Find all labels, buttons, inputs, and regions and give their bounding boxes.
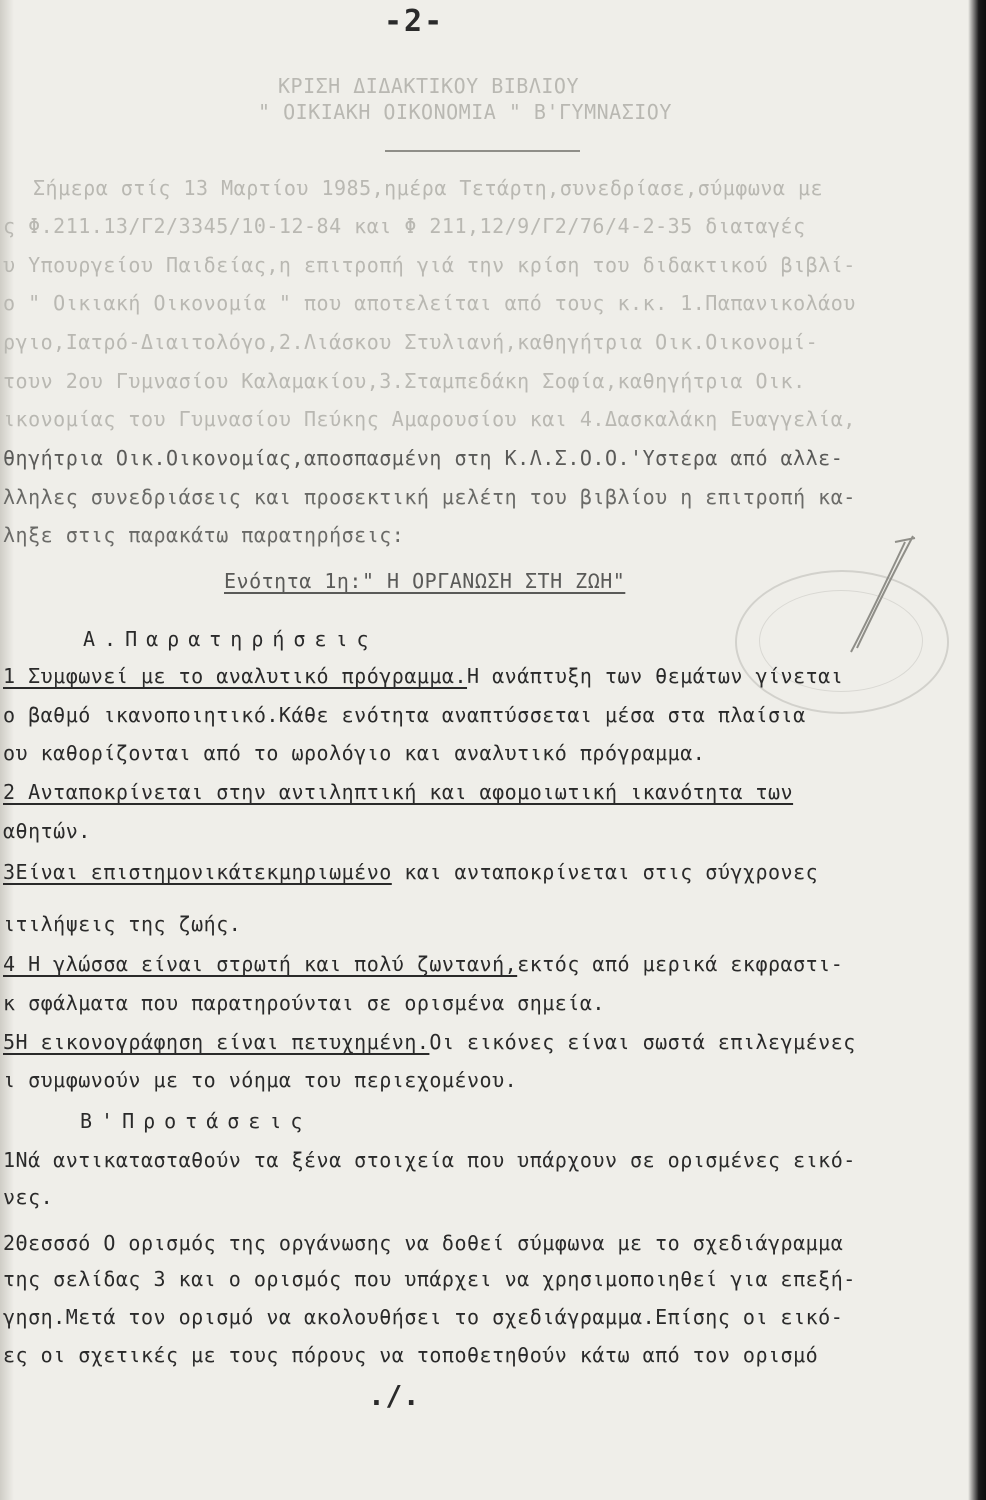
- observation-line: 2 Ανταποκρίνεται στην αντιληπτική και αφομοιωτική ικανότητα των: [3, 780, 794, 804]
- proposal-line: νες.: [3, 1185, 54, 1209]
- observation-line: κ σφάλματα που παρατηρούνται σε ορισμένα σημεία.: [3, 991, 605, 1015]
- body-line: ληξε στις παρακάτω παρατηρήσεις:: [3, 523, 405, 547]
- observation-line: αθητών.: [3, 819, 91, 843]
- page-number: -2-: [384, 4, 445, 39]
- header-line-2: " ΟΙΚΙΑΚΗ ΟΙΚΟΝΟΜΙΑ " Β'ΓΥΜΝΑΣΙΟΥ: [258, 100, 672, 124]
- header-line-1: ΚΡΙΣΗ ΔΙΔΑΚΤΙΚΟΥ ΒΙΒΛΙΟΥ: [278, 74, 579, 98]
- observation-line: 4 Η γλώσσα είναι στρωτή και πολύ ζωντανή,εκτός από μερικά εκφραστι-: [3, 952, 844, 976]
- proposal-line: της σελίδας 3 και ο ορισμός που υπάρχει να χρησιμοποιηθεί για επεξή-: [3, 1267, 856, 1291]
- body-line: ο " Οικιακή Οικονομία " που αποτελείται από τους κ.κ. 1.Παπανικολάου: [3, 291, 856, 315]
- observations-heading: Α.Παρατηρήσεις: [83, 627, 378, 651]
- body-line: λληλες συνεδριάσεις και προσεκτική μελέτη του βιβλίου η επιτροπή κα-: [3, 485, 856, 509]
- header-divider: [385, 150, 580, 152]
- body-line: Σήμερα στίς 13 Μαρτίου 1985,ημέρα Τετάρτη,συνεδρίασε,σύμφωνα με: [33, 176, 824, 200]
- observation-line: 3Είναι επιστημονικάτεκμηριωμένο και ανταποκρίνεται στις σύγχρονες: [3, 860, 819, 884]
- proposals-heading: Β'Προτάσεις: [80, 1109, 312, 1133]
- proposal-line: γηση.Μετά τον ορισμό να ακολουθήσει το σχεδιάγραμμα.Επίσης οι εικό-: [3, 1305, 844, 1329]
- body-line: τουν 2ου Γυμνασίου Καλαμακίου,3.Σταμπεδάκη Σοφία,καθηγήτρια Οικ.: [3, 369, 806, 393]
- body-line: ικονομίας του Γυμνασίου Πεύκης Αμαρουσίου και 4.Δασκαλάκη Ευαγγελία,: [3, 407, 856, 431]
- observation-line: ι συμφωνούν με το νόημα του περιεχομένου.: [3, 1068, 518, 1092]
- observation-line: ιτιλήψεις της ζωής.: [3, 912, 242, 936]
- observation-line: 5Η εικονογράφηση είναι πετυχημένη.Οι εικόνες είναι σωστά επιλεγμένες: [3, 1030, 856, 1054]
- observation-line: ο βαθμό ικανοποιητικό.Κάθε ενότητα αναπτύσσεται μέσα στα πλαίσια: [3, 703, 806, 727]
- continuation-mark: ./.: [368, 1379, 421, 1412]
- section-title: Ενότητα 1η:" Η ΟΡΓΑΝΩΣΗ ΣΤΗ ΖΩΗ": [224, 569, 626, 593]
- body-line: ς Φ.211.13/Γ2/3345/10-12-84 και Φ 211,12/9/Γ2/76/4-2-35 διαταγές: [3, 214, 806, 238]
- proposal-line: 1Νά αντικατασταθούν τα ξένα στοιχεία που υπάρχουν σε ορισμένες εικό-: [3, 1148, 856, 1172]
- proposal-line: ες οι σχετικές με τους πόρους να τοποθετηθούν κάτω από τον ορισμό: [3, 1343, 819, 1367]
- right-binding-edge: [968, 0, 986, 1500]
- proposal-line: 2Θεσσσό Ο ορισμός της οργάνωσης να δοθεί σύμφωνα με το σχεδιάγραμμα: [3, 1231, 844, 1255]
- pen-scribble-mark: [835, 530, 925, 660]
- observation-line: 1 Συμφωνεί με το αναλυτικό πρόγραμμα.Η ανάπτυξη των θεμάτων γίνεται: [3, 664, 844, 688]
- observation-line: ου καθορίζονται από το ωρολόγιο και αναλυτικό πρόγραμμα.: [3, 741, 706, 765]
- body-line: θηγήτρια Οικ.Οικονομίας,αποσπασμένη στη Κ.Λ.Σ.Ο.Ο.'Υστερα από αλλε-: [3, 446, 844, 470]
- body-line: ργιο,Ιατρό-Διαιτολόγο,2.Λιάσκου Στυλιανή,καθηγήτρια Οικ.Οικονομί-: [3, 330, 819, 354]
- body-line: υ Υπουργείου Παιδείας,η επιτροπή γιά την κρίση του διδακτικού βιβλί-: [3, 253, 856, 277]
